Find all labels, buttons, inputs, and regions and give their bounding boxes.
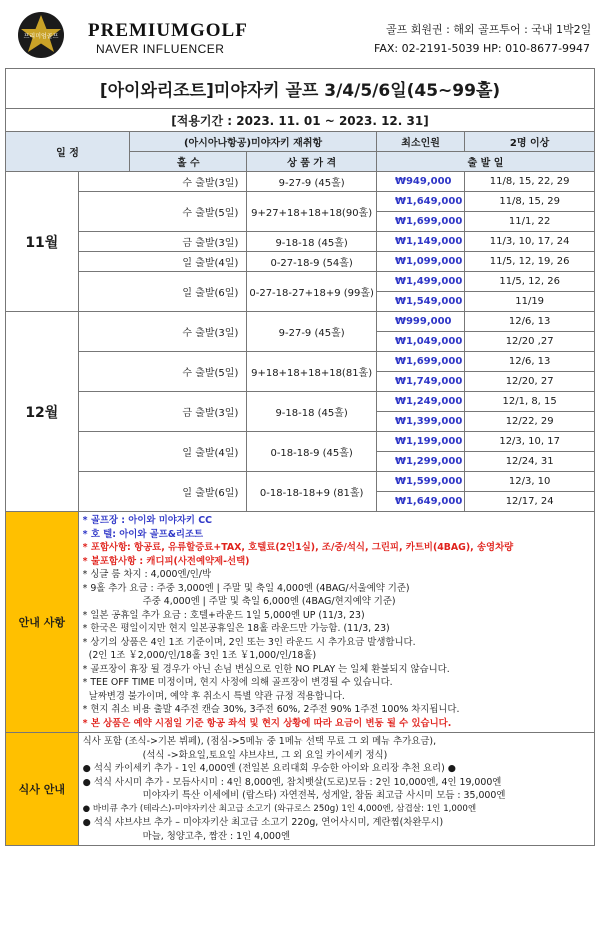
departure-type: 수 출발(3일) <box>78 172 247 192</box>
dates-cell: 12/22, 29 <box>465 412 595 432</box>
header-services: 골프 회원권 : 해외 골프투어 : 국내 1박2일 <box>386 23 592 36</box>
price-cell: ₩1,699,000 <box>376 212 464 232</box>
departure-type: 수 출발(3일) <box>78 312 247 352</box>
price-cell: ₩1,049,000 <box>376 332 464 352</box>
star-icon <box>18 12 64 58</box>
dates-cell: 12/6, 13 <box>465 312 595 332</box>
holes-cell: 0-27-18-9 (54홀) <box>247 252 377 272</box>
price-cell: ₩1,249,000 <box>376 392 464 412</box>
dates-cell: 12/20, 27 <box>465 372 595 392</box>
dates-cell: 11/3, 10, 17, 24 <box>465 232 595 252</box>
header-contact: FAX: 02-2191-5039 HP: 010-8677-9947 <box>374 42 591 55</box>
info-line: * 상기의 상품은 4인 1조 기준이며, 2인 또는 3인 라운드 시 추가요금 발생합니다. <box>82 636 416 648</box>
info-line: * TEE OFF TIME 미정이며, 현지 사정에 의해 골프장이 변경될 수 있습니다. <box>82 677 393 688</box>
holes-cell: 9-27-9 (45홀) <box>247 312 377 352</box>
holes-cell: 0-18-18-18+9 (81홀) <box>247 472 377 512</box>
info-line: 주중 4,000엔 | 주말 및 축일 6,000엔 (4BAG/현지예약 기준) <box>142 596 396 607</box>
meal-line: ● 석식 샤브샤브 추가 – 미야자키산 최고급 소고기 220g, 연어사시미, 계란찜(차완무시) <box>82 817 444 828</box>
departure-header: 출 발 일 <box>376 152 594 172</box>
premiumgolf-logo <box>18 12 64 58</box>
min-people-value: 2명 이상 <box>465 132 595 152</box>
price-cell: ₩999,000 <box>376 312 464 332</box>
info-line: * 포함사항: 항공료, 유류할증료+TAX, 호텔료(2인1실), 조/중/석식, 그린피, 카트비(4BAG), 송영차량 <box>82 542 514 553</box>
table-row <box>6 232 595 252</box>
dates-cell: 11/8, 15, 22, 29 <box>465 172 595 192</box>
table-row <box>6 312 595 332</box>
holes-cell: 9+18+18+18+18(81홀) <box>247 352 377 392</box>
dates-cell: 11/5, 12, 19, 26 <box>465 252 595 272</box>
logo-text: 프리미엄골프 <box>23 33 59 40</box>
period-row <box>6 109 595 132</box>
meal-content <box>78 733 594 846</box>
table-row <box>6 272 595 292</box>
info-line: * 한국은 평일이지만 현지 일본공휴일은 18홀 라운드만 가능함. (11/3, 23) <box>82 623 390 634</box>
departure-type: 수 출발(5일) <box>78 192 247 232</box>
departure-type: 일 출발(4일) <box>78 432 247 472</box>
schedule-header: 일 정 <box>6 132 130 172</box>
dates-cell: 11/5, 12, 26 <box>465 272 595 292</box>
price-cell: ₩1,649,000 <box>376 192 464 212</box>
price-cell: ₩1,199,000 <box>376 432 464 452</box>
price-cell: ₩1,499,000 <box>376 272 464 292</box>
table-row <box>6 172 595 192</box>
meal-line: 식사 포함 (조식->기본 뷔페), (점심->5메뉴 중 1메뉴 선택 무료 그 외 메뉴 추가요금), <box>82 736 437 747</box>
meal-line: 마늘, 청양고추, 짬잔 : 1인 4,000엔 <box>142 830 291 842</box>
dates-cell: 12/20 ,27 <box>465 332 595 352</box>
price-cell: ₩1,399,000 <box>376 412 464 432</box>
meal-line: ● 석식 사시미 추가 - 모듬사시미 : 4인 8,000엔, 참치뱃살(도로)모듬 : 2인 10,000엔, 4인 19,000엔 <box>82 776 502 788</box>
page-header <box>0 0 600 70</box>
departure-type: 일 출발(6일) <box>78 272 247 312</box>
dates-cell: 12/6, 13 <box>465 352 595 372</box>
info-line: * 9홀 추가 요금 : 주중 3,000엔 | 주말 및 축일 4,000엔 (4BAG/서울예약 기준) <box>82 582 410 594</box>
dates-cell: 12/17, 24 <box>465 492 595 512</box>
holes-cell: 0-18-18-9 (45홀) <box>247 432 377 472</box>
info-line: * 일본 공휴일 추가 요금 : 호텔+라운드 1일 5,000엔 UP (11/3, 23) <box>82 609 365 621</box>
airline-header: (아시아나항공)미야자키 재취항 <box>130 132 377 152</box>
info-line: * 불포함사항 : 캐디피(사전예약제-선택) <box>82 555 250 567</box>
dates-cell: 11/1, 22 <box>465 212 595 232</box>
table-row <box>6 352 595 372</box>
info-line: * 골프장이 휴장 될 경우가 아닌 손님 변심으로 인한 NO PLAY 는 일체 환불되지 않습니다. <box>82 663 450 675</box>
holes-cell: 0-27-18-27+18+9 (99홀) <box>247 272 377 312</box>
price-cell: ₩1,599,000 <box>376 472 464 492</box>
departure-type: 수 출발(5일) <box>78 352 247 392</box>
brand-subtitle: NAVER INFLUENCER <box>96 42 225 56</box>
min-people-label: 최소인원 <box>376 132 464 152</box>
price-cell: ₩1,149,000 <box>376 232 464 252</box>
tour-price-table <box>5 68 595 846</box>
dates-cell: 11/19 <box>465 292 595 312</box>
info-line: 날짜변경 불가이며, 예약 후 취소시 특별 약관 규정 적용합니다. <box>88 690 345 702</box>
departure-type: 일 출발(6일) <box>78 472 247 512</box>
meal-line: 미야자키 특산 이세에비 (랍스타) 자연전복, 성게알, 참돔 최고급 사시미 모듬 : 35,000엔 <box>142 790 506 801</box>
dates-cell: 11/8, 15, 29 <box>465 192 595 212</box>
brand-name: PREMIUMGOLF <box>88 20 248 41</box>
table-row <box>6 192 595 212</box>
holes-header: 홀 수 <box>130 152 247 172</box>
info-line: * 현지 취소 비용 출발 4주전 캔슬 30%, 3주전 60%, 2주전 90% 1주전 100% 차지됩니다. <box>82 704 460 715</box>
meal-line: ● 석식 카이세키 추가 - 1인 4,000엔 (전일본 요리대회 우승한 아이와 요리장 추천 요리) ● <box>82 763 456 774</box>
dates-cell: 12/24, 31 <box>465 452 595 472</box>
departure-type: 금 출발(3일) <box>78 232 247 252</box>
price-cell: ₩1,699,000 <box>376 352 464 372</box>
meal-line: ● 바비큐 추가 (테라스)-미야자키산 최고급 소고기 (와규로스 250g) 1인 4,000엔, 삼겹살: 1인 1,000엔 <box>82 803 477 814</box>
price-cell: ₩1,649,000 <box>376 492 464 512</box>
table-row <box>6 432 595 452</box>
meal-section-label: 식사 안내 <box>6 733 79 846</box>
price-cell: ₩1,549,000 <box>376 292 464 312</box>
info-section-label: 안내 사항 <box>6 512 79 733</box>
month-november: 11월 <box>6 172 79 312</box>
price-header: 상 품 가 격 <box>247 152 377 172</box>
info-line: * 싱글 룸 차지 : 4,000엔/인/박 <box>82 569 212 580</box>
price-cell: ₩1,099,000 <box>376 252 464 272</box>
info-content <box>78 512 594 733</box>
table-row <box>6 472 595 492</box>
departure-type: 일 출발(4일) <box>78 252 247 272</box>
table-header-row-1 <box>6 132 595 152</box>
page-title: [아이와리조트]미야자키 골프 3/4/5/6일(45~99홀) <box>6 69 595 109</box>
info-line: * 본 상품은 예약 시점일 기준 항공 좌석 및 현지 상황에 따라 요금이 변동 될 수 있습니다. <box>82 717 452 729</box>
table-row <box>6 392 595 412</box>
month-december: 12월 <box>6 312 79 512</box>
price-cell: ₩1,299,000 <box>376 452 464 472</box>
apply-period: [적용기간 : 2023. 11. 01 ~ 2023. 12. 31] <box>6 109 595 132</box>
departure-type: 금 출발(3일) <box>78 392 247 432</box>
dates-cell: 12/3, 10, 17 <box>465 432 595 452</box>
info-line: * 골프장 : 아이와 미야자키 CC <box>82 515 212 526</box>
dates-cell: 12/3, 10 <box>465 472 595 492</box>
holes-cell: 9-18-18 (45홀) <box>247 232 377 252</box>
holes-cell: 9-27-9 (45홀) <box>247 172 377 192</box>
holes-cell: 9-18-18 (45홀) <box>247 392 377 432</box>
holes-cell: 9+27+18+18+18(90홀) <box>247 192 377 232</box>
title-row <box>6 69 595 109</box>
dates-cell: 12/1, 8, 15 <box>465 392 595 412</box>
price-cell: ₩949,000 <box>376 172 464 192</box>
meal-row <box>6 733 595 846</box>
table-row <box>6 252 595 272</box>
info-row <box>6 512 595 733</box>
info-line: * 호 텔: 아이와 골프&리조트 <box>82 528 204 540</box>
price-cell: ₩1,749,000 <box>376 372 464 392</box>
info-line: (2인 1조 ￥2,000/인/18홀 3인 1조 ￥1,000/인/18홀) <box>88 650 317 661</box>
meal-line: (석식 ->화요일,토요일 샤브샤브, 그 외 요일 카이세키 정식) <box>142 749 388 761</box>
